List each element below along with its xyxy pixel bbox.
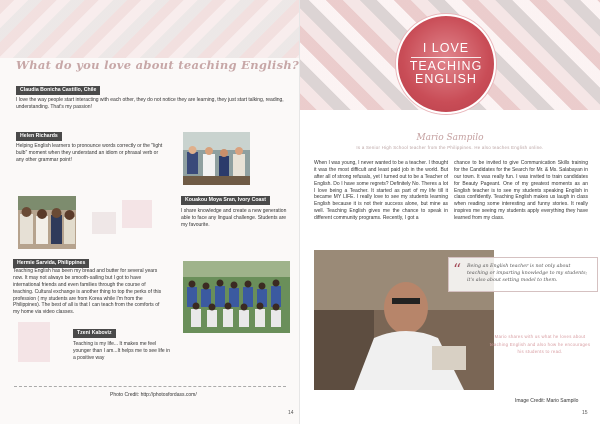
contributor-name-tag: Kouakou Moya Sran, Ivory Coast bbox=[181, 196, 270, 205]
article-column-1: When I was young, I never wanted to be a teacher. I thought it was the most difficult and least paid job in the world. But after all of strong refusals, yet I turned out to be a Teacher of English. Do I have some regrets? Definitely No. Theres a lot I love being a Teacher. It started as part of my life till it became MY LIFE. I really love to see my students learning English because it is not their success alone, but mine as well. Teaching English gives me the chance to speak in different community programs. Recently, I got a bbox=[314, 160, 448, 222]
decorative-square bbox=[122, 200, 152, 228]
classroom-photo bbox=[183, 132, 250, 185]
class-group-photo bbox=[183, 261, 290, 333]
decorative-square bbox=[18, 322, 50, 362]
contributor-name-tag: Hermie Sarvida, Philippines bbox=[13, 259, 89, 268]
page-number: 14 bbox=[288, 410, 294, 416]
contributor-quote: I share knowledge and create a new generation able to face any lingual challenge. Students are my favourite. bbox=[181, 208, 287, 228]
pull-quote bbox=[448, 257, 598, 292]
image-credit: Image Credit: Mario Sampilo bbox=[515, 398, 579, 404]
badge-rule bbox=[411, 57, 481, 58]
right-page bbox=[300, 0, 600, 424]
contributor-quote: Teaching English has been my bread and butter for several years now. It may not always be smooth-sailing but I got to have international friends and even families through the course of teaching. Cultural exchange is another thing to top the perks of this profession ( my students are from Korea while I'm from the Philippines). The best of all is that I can teach from the comforts of my home via video classes. bbox=[13, 268, 162, 316]
author-name: Mario Sampilo bbox=[416, 133, 484, 143]
badge-line: ENGLISH bbox=[415, 72, 477, 87]
pull-quote-text: Being an English teacher is not only about teaching or imparting knowledge to my students; it's also about setting model to them. bbox=[467, 264, 588, 283]
section-heading: What do you love about teaching English? bbox=[16, 58, 300, 72]
divider bbox=[14, 386, 286, 387]
contributor-name-tag: Tzeni Kaboviz bbox=[73, 329, 116, 338]
article-column-2: chance to be invited to give Communication Skills training for the Candidates for the Search for Mr. & Ms. Salabayan in our town. It was really fun. I was invited to train candidates for Beauty Pageant. One of my greatest moments as an English teacher is to see my students speaking English in class confidently. Teaching English makes us laugh in class when reading some interesting and funny stories. It really inspires me seeing my students apply everything they have learned from my class. bbox=[454, 160, 588, 222]
author-bio: Is a Senior High School teacher from the Philippines. He also teaches English online. bbox=[356, 145, 544, 150]
decorative-square bbox=[92, 212, 116, 234]
badge-line: I LOVE bbox=[422, 40, 470, 55]
contributor-name-tag: Claudia Bonicha Castillo, Chile bbox=[16, 86, 100, 95]
contributor-quote: Teaching is my life... It makes me feel younger than I am...It helps me to see life in a positive way bbox=[73, 341, 170, 361]
contributor-quote: Helping English learners to pronounce words correctly or the "light bulb" moment when they understand an idiom or phrasal verb or any other grammar point! bbox=[16, 143, 163, 163]
photo-credit: Photo Credit: http://photosfordass.com/ bbox=[110, 392, 197, 398]
contributor-name-tag: Helen Richards bbox=[16, 132, 62, 141]
badge-line: TEACHING bbox=[409, 58, 483, 73]
children-photo bbox=[18, 196, 76, 249]
quote-icon: “ bbox=[453, 260, 462, 279]
contributor-quote: I love the way people start interacting with each other, they do not notice they are learning, they just start talking, reading, understanding. That's my passion! bbox=[16, 97, 284, 110]
title-badge bbox=[396, 14, 496, 114]
article-caption: Mario shares with us what he loves about teaching English and also how he encourages his students to read. bbox=[489, 334, 591, 355]
page-number: 15 bbox=[582, 410, 588, 416]
decorative-pattern bbox=[0, 0, 300, 58]
